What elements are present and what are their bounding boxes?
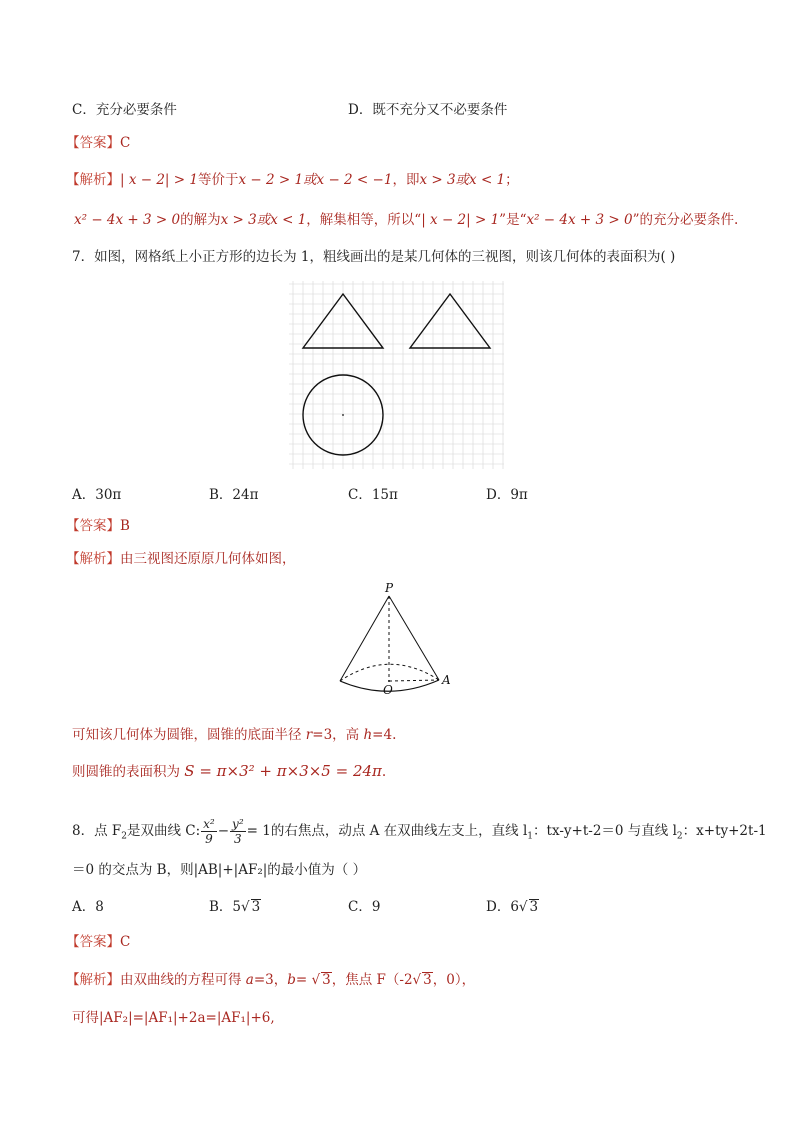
sqrt-icon: √ bbox=[311, 972, 321, 988]
answer-tag: 【答案】 bbox=[66, 518, 120, 534]
text: ：x+ty+2t-1 bbox=[682, 823, 767, 839]
denominator: 3 bbox=[234, 832, 242, 846]
center-point bbox=[388, 680, 390, 682]
answer-value: B bbox=[120, 518, 130, 534]
option-d: D．9π bbox=[486, 487, 528, 503]
analysis-line-1 bbox=[66, 549, 296, 569]
math-expr: x > 3或x < 1 bbox=[220, 212, 307, 228]
analysis-tag: 【解析】 bbox=[66, 172, 120, 188]
cone-slant-left bbox=[340, 596, 389, 681]
analysis-line-1 bbox=[66, 170, 519, 190]
fraction-y bbox=[230, 817, 246, 846]
text: ：tx-y+t-2＝0 与直线 l bbox=[533, 823, 677, 839]
text: 8．点 F bbox=[72, 823, 122, 839]
answer-row bbox=[66, 516, 130, 536]
text: =3，高 bbox=[312, 727, 364, 743]
denominator: 9 bbox=[205, 832, 213, 846]
question-8-stem-line-2: ＝0 的交点为 B，则|AB|+|AF₂|的最小值为（ ） bbox=[72, 862, 367, 878]
analysis-tag: 【解析】 bbox=[66, 551, 120, 567]
text: 可知该几何体为圆锥，圆锥的底面半径 bbox=[72, 727, 306, 743]
math-expr: | x − 2| > 1 bbox=[120, 172, 198, 188]
text: ，即 bbox=[392, 172, 420, 188]
label-p: P bbox=[385, 581, 394, 595]
option-d: D．既不充分又不必要条件 bbox=[348, 102, 508, 118]
text: ，解集相等，所以“ bbox=[306, 212, 422, 228]
text: ，焦点 F（-2 bbox=[331, 972, 413, 988]
answer-tag: 【答案】 bbox=[66, 934, 120, 950]
radicand: 3 bbox=[423, 972, 432, 988]
radicand: 3 bbox=[529, 899, 539, 915]
subscript: 2 bbox=[121, 831, 127, 842]
text: . bbox=[381, 764, 387, 780]
label-o: O bbox=[383, 683, 393, 697]
var-b: b bbox=[287, 972, 296, 988]
text: D．6 bbox=[486, 899, 519, 915]
radicand: 3 bbox=[322, 972, 331, 988]
option-a: A．30π bbox=[72, 487, 122, 503]
analysis-line-1 bbox=[66, 970, 475, 990]
answer-tag: 【答案】 bbox=[66, 135, 120, 151]
math-expr: x > 3或x < 1 bbox=[419, 172, 506, 188]
cone-figure bbox=[330, 578, 460, 698]
text: 由三视图还原原几何体如图， bbox=[120, 551, 296, 567]
var-r: r bbox=[305, 727, 313, 743]
text: 是双曲线 C: bbox=[126, 823, 201, 839]
question-8-stem-line-1 bbox=[72, 815, 767, 847]
text: =4. bbox=[372, 727, 397, 743]
text: 可得|AF₂|=|AF₁|+2a=|AF₁|+6, bbox=[72, 1010, 275, 1026]
sqrt-icon: √ bbox=[241, 899, 250, 915]
three-view-figure bbox=[289, 281, 504, 469]
numerator: x² bbox=[203, 817, 215, 831]
grid bbox=[289, 281, 504, 469]
answer-row bbox=[66, 133, 130, 153]
math-expr: x − 2 > 1或x − 2 < −1 bbox=[238, 172, 393, 188]
math-expr: | x − 2| > 1 bbox=[421, 212, 500, 228]
minus: − bbox=[217, 823, 230, 839]
option-b: B．24π bbox=[209, 487, 259, 503]
math-expr: x² − 4x + 3 > 0 bbox=[526, 212, 633, 228]
radicand: 3 bbox=[251, 899, 261, 915]
analysis-line-2 bbox=[74, 210, 738, 230]
text: 的右焦点，动点 A 在双曲线左支上，直线 l bbox=[270, 823, 528, 839]
cone-slant-right bbox=[389, 596, 439, 680]
fraction-x bbox=[201, 817, 217, 846]
analysis-tag: 【解析】 bbox=[66, 972, 120, 988]
text: B．5 bbox=[209, 899, 242, 915]
numerator: y² bbox=[232, 817, 244, 831]
answer-row bbox=[66, 932, 130, 952]
math-expr: x² − 4x + 3 > 0 bbox=[74, 212, 181, 228]
question-7-stem: 7．如图，网格纸上小正方形的边长为 1，粗线画出的是某几何体的三视图，则该几何体的表面积为( ) bbox=[72, 249, 676, 265]
text: =3， bbox=[253, 972, 288, 988]
option-b bbox=[209, 897, 261, 917]
base-back-arc bbox=[340, 664, 439, 681]
option-a: A．8 bbox=[72, 899, 104, 915]
option-d bbox=[486, 897, 539, 917]
answer-value: C bbox=[120, 934, 131, 950]
text: ”是“ bbox=[499, 212, 527, 228]
sqrt-icon: √ bbox=[518, 899, 528, 915]
option-c: C．充分必要条件 bbox=[72, 102, 177, 118]
base-radius bbox=[389, 680, 439, 681]
subscript: 2 bbox=[676, 831, 683, 842]
text: 则圆锥的表面积为 bbox=[72, 764, 185, 780]
text: ”的充分必要条件. bbox=[632, 212, 739, 228]
subscript: 1 bbox=[527, 831, 534, 842]
text: 等价于 bbox=[197, 172, 239, 188]
side-view-triangle bbox=[410, 294, 490, 348]
text: ； bbox=[505, 172, 519, 188]
sqrt-icon: √ bbox=[412, 972, 422, 988]
conclusion-line-1 bbox=[72, 725, 396, 745]
text: 由双曲线的方程可得 bbox=[120, 972, 246, 988]
var-a: a bbox=[245, 972, 254, 988]
analysis-line-2 bbox=[72, 1008, 275, 1028]
option-c: C．9 bbox=[348, 899, 381, 915]
text: ，0）， bbox=[432, 972, 476, 988]
text: = bbox=[295, 972, 312, 988]
var-h: h bbox=[363, 727, 373, 743]
label-a: A bbox=[442, 673, 451, 687]
text: 的解为 bbox=[180, 212, 221, 228]
conclusion-line-2 bbox=[72, 761, 386, 782]
top-view-center-dot bbox=[342, 414, 344, 416]
equals: = 1 bbox=[246, 823, 271, 839]
surface-area-formula: S = π×3² + π×3×5 = 24π bbox=[184, 762, 382, 780]
answer-value: C bbox=[120, 135, 131, 151]
option-c: C．15π bbox=[348, 487, 398, 503]
